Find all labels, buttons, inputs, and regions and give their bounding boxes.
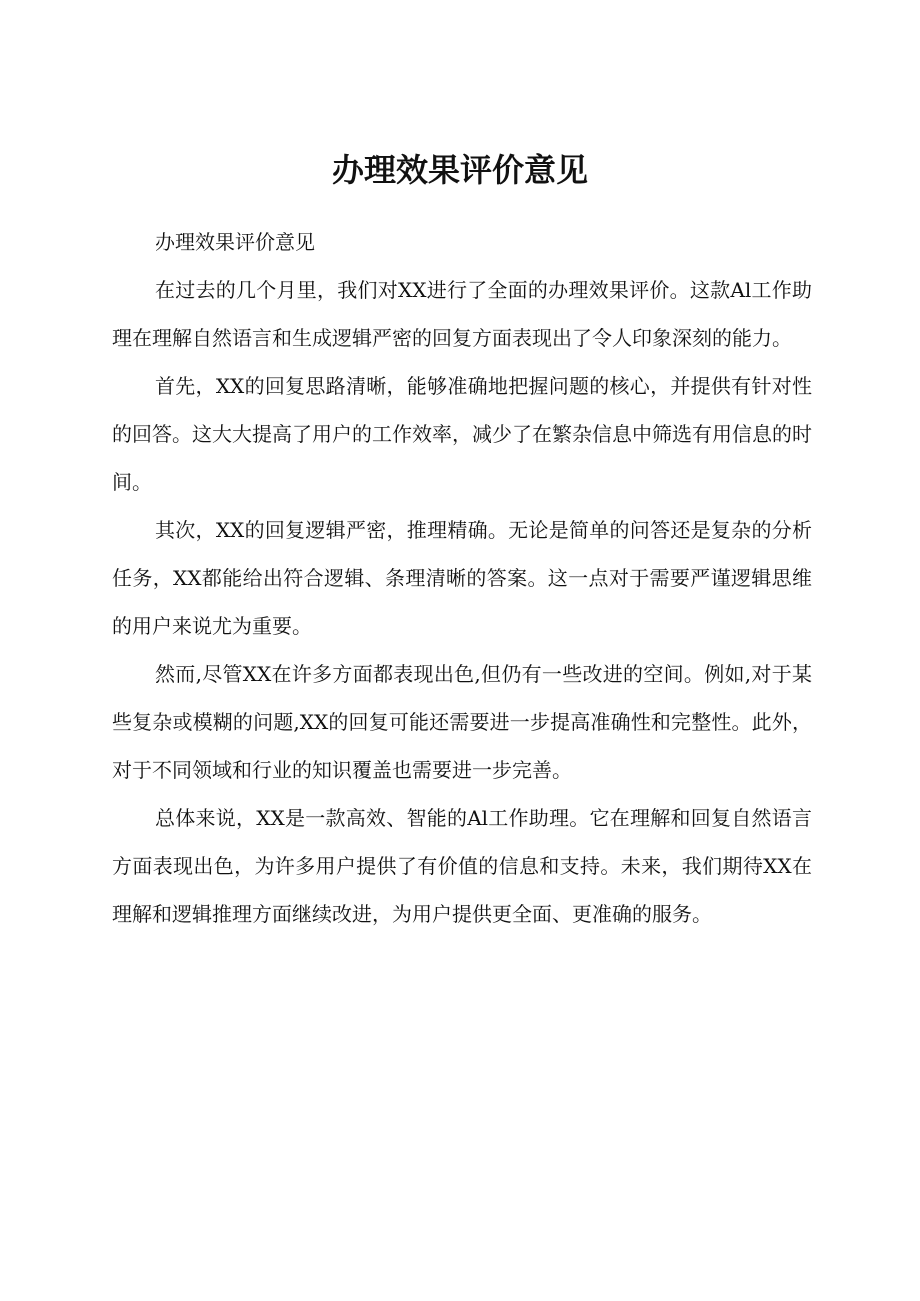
paragraph-first-point: 首先，XX的回复思路清晰，能够准确地把握问题的核心，并提供有针对性的回答。这大大提高了用户的工作效率，减少了在繁杂信息中筛选有用信息的时间。: [112, 374, 812, 494]
paragraph-second-point: 其次，XX的回复逻辑严密，推理精确。无论是简单的问答还是复杂的分析任务，XX都能给出符合逻辑、条理清晰的答案。这一点对于需要严谨逻辑思维的用户来说尤为重要。: [112, 518, 812, 638]
document-title: 办理效果评价意见: [331, 151, 588, 190]
document-body: [112, 218, 812, 938]
paragraph-improvement: 然而,尽管XX在许多方面都表现出色,但仍有一些改进的空间。例如,对于某些复杂或模糊的问题,XX的回复可能还需要进一步提高准确性和完整性。此外，对于不同领域和行业的知识覆盖也需要进一步完善。: [112, 662, 812, 782]
paragraph-summary: 总体来说，XX是一款高效、智能的Al工作助理。它在理解和回复自然语言方面表现出色，为许多用户提供了有价值的信息和支持。未来，我们期待XX在理解和逻辑推理方面继续改进，为用户提供更全面、更准确的服务。: [112, 806, 812, 926]
paragraph-intro: 在过去的几个月里，我们对XX进行了全面的办理效果评价。这款Al工作助理在理解自然语言和生成逻辑严密的回复方面表现出了令人印象深刻的能力。: [112, 278, 812, 350]
paragraph-heading: 办理效果评价意见: [155, 230, 315, 254]
